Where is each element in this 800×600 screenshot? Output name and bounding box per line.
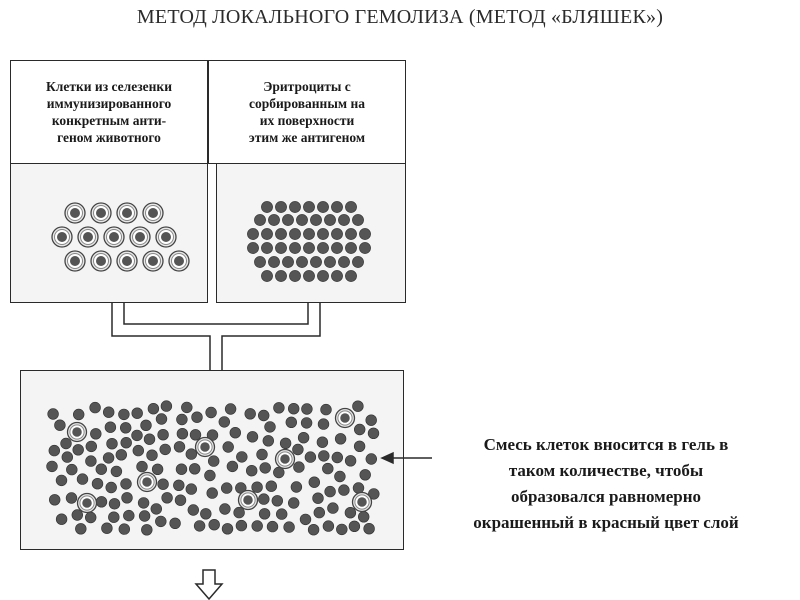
gel-erythrocyte xyxy=(209,519,220,530)
gel-erythrocyte xyxy=(276,509,287,520)
erythrocyte xyxy=(345,228,356,239)
gel-erythrocyte xyxy=(102,523,113,534)
gel-erythrocyte xyxy=(288,498,299,509)
gel-erythrocyte xyxy=(133,445,144,456)
gel-erythrocyte xyxy=(56,475,67,486)
gel-erythrocyte xyxy=(49,445,60,456)
immune-cell xyxy=(65,251,85,271)
gel-erythrocyte xyxy=(314,507,325,518)
gel-erythrocyte xyxy=(144,434,155,445)
erythrocyte xyxy=(275,242,286,253)
gel-erythrocyte xyxy=(77,474,88,485)
gel-erythrocyte xyxy=(205,470,216,481)
gel-erythrocyte xyxy=(219,417,230,428)
gel-erythrocyte xyxy=(308,524,319,535)
gel-erythrocyte xyxy=(90,428,101,439)
gel-erythrocyte xyxy=(141,420,152,431)
gel-erythrocyte xyxy=(158,479,169,490)
gel-erythrocyte xyxy=(318,419,329,430)
immune-cell xyxy=(276,450,295,469)
gel-erythrocyte xyxy=(107,438,118,449)
erythrocytes-group xyxy=(247,201,370,281)
gel-erythrocyte xyxy=(258,494,269,505)
gel-erythrocyte xyxy=(132,430,143,441)
gel-erythrocyte xyxy=(220,504,231,515)
immune-cell xyxy=(117,203,137,223)
gel-erythrocyte xyxy=(302,404,313,415)
erythrocyte xyxy=(282,256,293,267)
gel-erythrocyte xyxy=(257,449,268,460)
gel-erythrocyte xyxy=(175,495,186,506)
gel-erythrocyte xyxy=(48,409,59,420)
immune-cell xyxy=(65,203,85,223)
gel-erythrocyte xyxy=(293,444,304,455)
gel-erythrocyte xyxy=(345,507,356,518)
gel-erythrocyte xyxy=(141,524,152,535)
gel-erythrocyte xyxy=(111,466,122,477)
erythrocyte xyxy=(324,214,335,225)
gel-erythrocyte xyxy=(230,427,241,438)
down-arrow xyxy=(196,570,222,599)
immune-cell xyxy=(91,251,111,271)
erythrocyte xyxy=(261,201,272,212)
immune-cell xyxy=(52,227,72,247)
erythrocyte xyxy=(289,228,300,239)
gel-erythrocyte xyxy=(186,484,197,495)
gel-erythrocyte xyxy=(96,464,107,475)
erythrocyte xyxy=(289,270,300,281)
gel-erythrocyte xyxy=(258,410,269,421)
gel-erythrocyte xyxy=(189,463,200,474)
gel-erythrocyte xyxy=(177,428,188,439)
gel-erythrocyte xyxy=(161,401,172,412)
gel-erythrocyte xyxy=(366,415,377,426)
gel-erythrocyte xyxy=(61,438,72,449)
gel-erythrocyte xyxy=(90,402,101,413)
gel-erythrocyte xyxy=(225,404,236,415)
gel-erythrocyte xyxy=(120,422,131,433)
immune-cell xyxy=(143,203,163,223)
gel-erythrocyte xyxy=(247,431,258,442)
erythrocyte xyxy=(317,270,328,281)
immune-cell xyxy=(78,494,97,513)
erythrocyte xyxy=(275,228,286,239)
gel-erythrocyte xyxy=(152,464,163,475)
gel-erythrocyte xyxy=(335,471,346,482)
gel-erythrocyte xyxy=(86,441,97,452)
erythrocytes-label: Эритроциты с сорбированным на их поверхности этим же антигеном xyxy=(208,60,406,164)
immune-cell xyxy=(68,423,87,442)
gel-erythrocyte xyxy=(62,452,73,463)
erythrocyte xyxy=(261,270,272,281)
gel-erythrocyte xyxy=(328,503,339,514)
gel-erythrocyte xyxy=(345,455,356,466)
gel-erythrocyte xyxy=(158,429,169,440)
gel-erythrocyte xyxy=(47,461,58,472)
gel-erythrocyte xyxy=(192,412,203,423)
erythrocyte xyxy=(282,214,293,225)
gel-erythrocyte xyxy=(291,482,302,493)
gel-erythrocyte xyxy=(200,508,211,519)
erythrocyte xyxy=(345,270,356,281)
gel-erythrocyte xyxy=(103,453,114,464)
erythrocyte xyxy=(338,214,349,225)
gel-erythrocyte xyxy=(336,524,347,535)
immune-cell xyxy=(91,203,111,223)
erythrocyte xyxy=(317,201,328,212)
gel-erythrocyte xyxy=(86,456,97,467)
gel-erythrocyte xyxy=(221,483,232,494)
gel-erythrocyte xyxy=(322,463,333,474)
gel-erythrocyte xyxy=(181,402,192,413)
gel-erythrocyte xyxy=(349,521,360,532)
gel-erythrocyte xyxy=(236,452,247,463)
gel-erythrocyte xyxy=(368,428,379,439)
gel-erythrocyte xyxy=(358,511,369,522)
gel-erythrocyte xyxy=(353,401,364,412)
erythrocyte xyxy=(247,242,258,253)
gel-erythrocyte xyxy=(301,418,312,429)
gel-erythrocyte xyxy=(288,403,299,414)
immune-cell xyxy=(117,251,137,271)
gel-erythrocyte xyxy=(85,512,96,523)
gel-erythrocyte xyxy=(156,414,167,425)
gel-erythrocyte xyxy=(206,407,217,418)
gel-erythrocyte xyxy=(103,407,114,418)
gel-erythrocyte xyxy=(300,514,311,525)
gel-erythrocyte xyxy=(323,521,334,532)
gel-erythrocyte xyxy=(353,483,364,494)
gel-erythrocyte xyxy=(123,510,134,521)
gel-erythrocyte xyxy=(263,435,274,446)
erythrocyte xyxy=(289,242,300,253)
gel-erythrocyte xyxy=(75,523,86,534)
erythrocyte xyxy=(303,242,314,253)
gel-erythrocyte xyxy=(186,449,197,460)
gel-erythrocyte xyxy=(227,461,238,472)
gel-erythrocyte xyxy=(162,492,173,503)
gel-erythrocyte xyxy=(96,496,107,507)
erythrocyte xyxy=(310,256,321,267)
erythrocyte xyxy=(275,201,286,212)
gel-erythrocyte xyxy=(364,523,375,534)
gel-erythrocyte xyxy=(294,462,305,473)
gel-erythrocyte xyxy=(354,441,365,452)
gel-erythrocyte xyxy=(138,498,149,509)
gel-erythrocyte xyxy=(325,486,336,497)
gel-erythrocyte xyxy=(49,494,60,505)
immune-cell xyxy=(239,491,258,510)
gel-erythrocyte xyxy=(73,409,84,420)
erythrocyte xyxy=(275,270,286,281)
erythrocyte xyxy=(331,201,342,212)
gel-erythrocyte xyxy=(236,520,247,531)
spleen-cells-label: Клетки из селезенки иммунизированного конкретным анти- геном животного xyxy=(10,60,208,164)
gel-erythrocyte xyxy=(194,521,205,532)
gel-erythrocyte xyxy=(366,454,377,465)
erythrocyte xyxy=(303,228,314,239)
gel-erythrocyte xyxy=(313,493,324,504)
gel-erythrocyte xyxy=(174,441,185,452)
gel-erythrocyte xyxy=(354,424,365,435)
gel-erythrocyte xyxy=(66,493,77,504)
merge-connector xyxy=(112,303,320,370)
gel-erythrocyte xyxy=(207,488,218,499)
gel-erythrocyte xyxy=(266,481,277,492)
gel-erythrocyte xyxy=(259,508,270,519)
erythrocyte xyxy=(296,214,307,225)
gel-erythrocyte xyxy=(155,516,166,527)
immune-cell xyxy=(156,227,176,247)
erythrocyte xyxy=(268,214,279,225)
gel-erythrocyte xyxy=(309,477,320,488)
gel-erythrocyte xyxy=(222,523,233,534)
erythrocyte xyxy=(359,242,370,253)
gel-erythrocyte xyxy=(55,420,66,431)
gel-erythrocyte xyxy=(260,463,271,474)
gel-erythrocyte xyxy=(73,444,84,455)
erythrocyte xyxy=(261,228,272,239)
erythrocyte xyxy=(331,228,342,239)
gel-erythrocyte xyxy=(223,442,234,453)
gel-erythrocyte xyxy=(305,452,316,463)
gel-erythrocyte xyxy=(122,492,133,503)
gel-erythrocyte xyxy=(321,404,332,415)
gel-erythrocyte xyxy=(280,438,291,449)
gel-erythrocyte xyxy=(267,521,278,532)
gel-erythrocyte xyxy=(265,422,276,433)
gel-erythrocyte xyxy=(132,408,143,419)
gel-erythrocyte xyxy=(332,452,343,463)
gel-erythrocyte xyxy=(121,437,132,448)
erythrocyte xyxy=(317,228,328,239)
erythrocyte xyxy=(331,270,342,281)
gel-erythrocyte xyxy=(66,464,77,475)
erythrocyte xyxy=(254,256,265,267)
gel-erythrocyte xyxy=(246,465,257,476)
gel-erythrocyte xyxy=(177,414,188,425)
gel-erythrocyte xyxy=(208,456,219,467)
page-title: МЕТОД ЛОКАЛЬНОГО ГЕМОЛИЗА (МЕТОД «БЛЯШЕК») xyxy=(136,6,664,28)
gel-erythrocyte xyxy=(119,409,130,420)
gel-erythrocyte xyxy=(92,478,103,489)
gel-erythrocyte xyxy=(335,433,346,444)
gel-erythrocyte xyxy=(298,432,309,443)
gel-erythrocyte xyxy=(360,469,371,480)
gel-erythrocyte xyxy=(176,464,187,475)
erythrocyte xyxy=(289,201,300,212)
immune-cell xyxy=(104,227,124,247)
gel-erythrocyte xyxy=(252,521,263,532)
gel-erythrocyte xyxy=(318,451,329,462)
immune-cell xyxy=(78,227,98,247)
gel-mixture-cells xyxy=(47,401,380,535)
erythrocyte xyxy=(352,214,363,225)
gel-erythrocyte xyxy=(139,511,150,522)
gel-erythrocyte xyxy=(105,422,116,433)
gel-erythrocyte xyxy=(234,507,245,518)
gel-erythrocyte xyxy=(245,408,256,419)
immune-cells-group xyxy=(52,203,189,271)
erythrocyte xyxy=(331,242,342,253)
erythrocyte xyxy=(324,256,335,267)
gel-erythrocyte xyxy=(317,437,328,448)
gel-erythrocyte xyxy=(116,449,127,460)
gel-erythrocyte xyxy=(119,524,130,535)
gel-erythrocyte xyxy=(151,504,162,515)
erythrocyte xyxy=(261,242,272,253)
immune-cell xyxy=(143,251,163,271)
gel-erythrocyte xyxy=(274,402,285,413)
erythrocyte xyxy=(303,201,314,212)
gel-erythrocyte xyxy=(173,480,184,491)
immune-cell xyxy=(336,409,355,428)
gel-erythrocyte xyxy=(190,429,201,440)
erythrocyte xyxy=(352,256,363,267)
gel-erythrocyte xyxy=(188,505,199,516)
gel-erythrocyte xyxy=(106,482,117,493)
erythrocyte xyxy=(296,256,307,267)
immune-cell xyxy=(353,493,372,512)
gel-erythrocyte xyxy=(148,403,159,414)
gel-erythrocyte xyxy=(339,485,350,496)
erythrocyte xyxy=(310,214,321,225)
gel-erythrocyte xyxy=(109,498,120,509)
gel-erythrocyte xyxy=(160,444,171,455)
gel-erythrocyte xyxy=(286,417,297,428)
gel-erythrocyte xyxy=(147,450,158,461)
immune-cell xyxy=(196,438,215,457)
gel-erythrocyte xyxy=(108,512,119,523)
immune-cell xyxy=(169,251,189,271)
gel-erythrocyte xyxy=(170,518,181,529)
immune-cell xyxy=(130,227,150,247)
gel-erythrocyte xyxy=(272,495,283,506)
erythrocyte xyxy=(254,214,265,225)
gel-erythrocyte xyxy=(284,522,295,533)
gel-erythrocyte xyxy=(56,514,67,525)
gel-erythrocyte xyxy=(121,479,132,490)
gel-erythrocyte xyxy=(252,482,263,493)
immune-cell xyxy=(138,473,157,492)
erythrocyte xyxy=(303,270,314,281)
erythrocyte xyxy=(317,242,328,253)
erythrocyte xyxy=(338,256,349,267)
gel-mixture-note: Смесь клеток вносится в гель в таком количестве, чтобы образовался равномерно окрашенный в красный цвет слой xyxy=(473,435,739,532)
erythrocyte xyxy=(247,228,258,239)
erythrocyte xyxy=(359,228,370,239)
gel-erythrocyte xyxy=(137,461,148,472)
erythrocyte xyxy=(345,201,356,212)
erythrocyte xyxy=(268,256,279,267)
erythrocyte xyxy=(345,242,356,253)
